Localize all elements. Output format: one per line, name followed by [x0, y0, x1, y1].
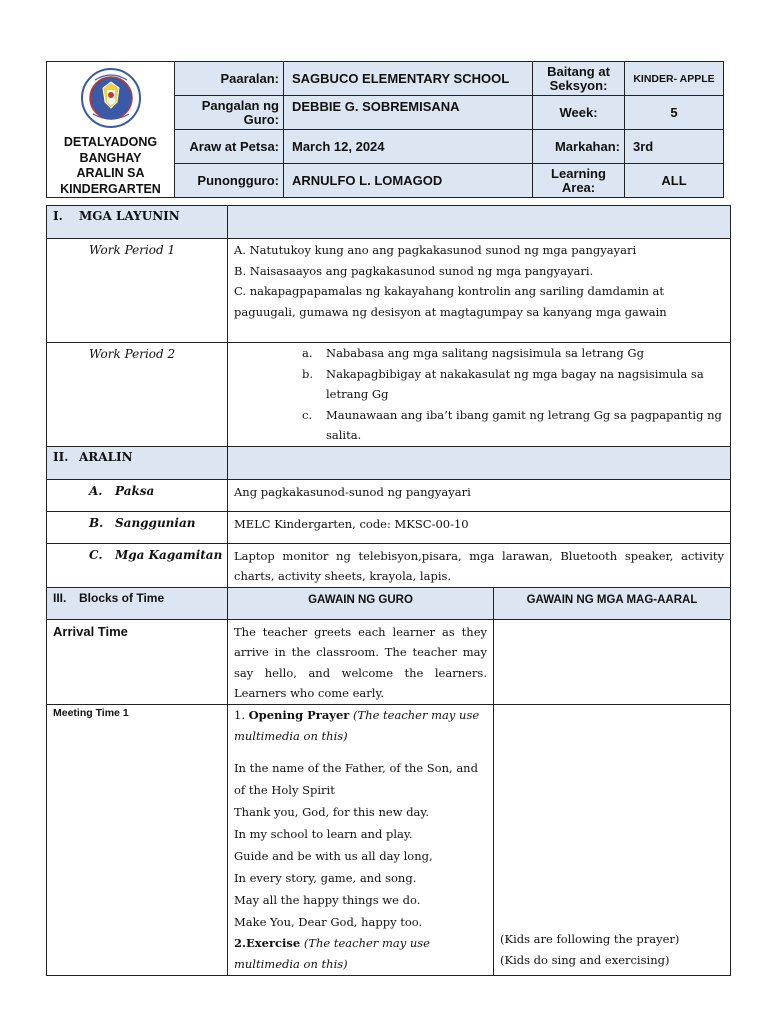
meeting-teacher-activity	[228, 704, 494, 975]
value-grade-section: KINDER- APPLE	[625, 62, 724, 96]
value-date: March 12, 2024	[284, 130, 533, 164]
column-header-teacher: GAWAIN NG GURO	[228, 587, 494, 619]
section-heading-fill	[228, 206, 731, 239]
title-line: KINDERGARTEN	[60, 181, 161, 196]
prayer-line: May all the happy things we do.	[234, 892, 421, 907]
lesson-row-label	[47, 479, 228, 511]
prayer-line: Thank you, God, for this new day.	[234, 804, 430, 819]
prayer-line: Guide and be with us all day long,	[234, 848, 433, 863]
work-period-2-label: Work Period 2	[47, 343, 228, 447]
row-label: Mga Kagamitan	[115, 547, 223, 562]
label-principal: Punongguro:	[175, 164, 284, 198]
value-teacher-name: DEBBIE G. SOBREMISANA	[284, 96, 533, 130]
list-marker: a.	[302, 346, 313, 360]
objective-item	[302, 343, 724, 364]
title-line: BANGHAY	[79, 150, 142, 165]
lesson-topic: Ang pagkakasunod-sunod ng pangyayari	[228, 479, 731, 511]
lesson-materials: Laptop monitor ng telebisyon,pisara, mga larawan, Bluetooth speaker, activity charts, activity sheets, krayola, lapis.	[228, 543, 731, 587]
column-header-students: GAWAIN NG MGA MAG-AARAL	[494, 587, 731, 619]
exercise-note: (The teacher may use multimedia on this)	[234, 935, 430, 971]
value-learning-area: ALL	[625, 164, 724, 198]
prayer-line: In every story, game, and song.	[234, 870, 417, 885]
lesson-row-label	[47, 543, 228, 587]
prayer-number: 1.	[234, 707, 245, 722]
section-number: I.	[53, 209, 63, 223]
lesson-plan-table	[46, 205, 731, 976]
section-number: II.	[53, 449, 69, 464]
work-period-1-objectives	[228, 239, 731, 343]
value-week: 5	[625, 96, 724, 130]
row-key: B.	[89, 515, 104, 530]
row-label: Sanggunian	[115, 515, 196, 530]
section-title: Blocks of Time	[79, 590, 165, 605]
section-heading-fill	[228, 446, 731, 479]
prayer-note: (The teacher may use multimedia on this)	[234, 707, 480, 743]
list-marker: c.	[302, 407, 313, 422]
meeting-student-activity	[494, 704, 731, 975]
objective-line: A. Natutukoy kung ano ang pagkakasunod sunod ng mga pangyayari	[234, 243, 637, 257]
header-table	[46, 61, 724, 198]
section-title: ARALIN	[79, 449, 133, 464]
student-activity-line: (Kids are following the prayer)	[500, 931, 680, 946]
work-period-1-label: Work Period 1	[47, 239, 228, 343]
title-line: ARALIN SA	[76, 166, 145, 180]
exercise-title: 2.Exercise	[234, 935, 301, 950]
list-marker: b.	[302, 366, 314, 381]
objective-line: C. nakapagpapamalas ng kakayahang kontrolin ang sariling damdamin at paguugali, gumawa ng desisyon at magtagumpay sa kanyang mga gawain	[234, 284, 667, 319]
section-number: III.	[53, 590, 67, 605]
arrival-student-activity	[494, 619, 731, 704]
objective-text: Nababasa ang mga salitang nagsisimula sa letrang Gg	[326, 346, 644, 360]
objective-item	[302, 364, 724, 405]
objective-item	[302, 405, 724, 446]
value-school-name: SAGBUCO ELEMENTARY SCHOOL	[284, 62, 533, 96]
value-principal: ARNULFO L. LOMAGOD	[284, 164, 533, 198]
value-quarter: 3rd	[625, 130, 724, 164]
label-date: Araw at Petsa:	[175, 130, 284, 164]
row-label: Paksa	[115, 483, 155, 498]
arrival-time-label: Arrival Time	[47, 619, 228, 704]
label-grade-section: Baitang at Seksyon:	[533, 62, 625, 96]
label-week: Week:	[533, 96, 625, 130]
row-key: A.	[89, 483, 103, 498]
row-key: C.	[89, 547, 103, 562]
section-heading-blocks	[47, 587, 228, 619]
objective-text: Maunawaan ang iba’t ibang gamit ng letrang Gg sa pagpapantig ng salita.	[326, 407, 722, 442]
work-period-2-objectives	[228, 343, 731, 447]
label-teacher: Pangalan ng Guro:	[175, 96, 284, 130]
section-title: MGA LAYUNIN	[79, 209, 180, 223]
lesson-row-label	[47, 511, 228, 543]
section-heading-lesson	[47, 446, 228, 479]
title-line: DETALYADONG	[63, 135, 158, 149]
deped-seal-logo	[81, 68, 141, 128]
objective-text: Nakapagbibigay at nakakasulat ng mga bagay na nagsisimula sa letrang Gg	[326, 366, 704, 401]
arrival-teacher-activity: The teacher greets each learner as they arrive in the classroom. The teacher may say hello, and welcome the learners. Learners who come early.	[228, 619, 494, 704]
objective-line: B. Naisasaayos ang pagkakasunod sunod ng mga pangyayari.	[234, 263, 594, 278]
student-activity-line: (Kids do sing and exercising)	[500, 952, 670, 967]
section-heading-objectives	[47, 206, 228, 239]
lesson-reference: MELC Kindergarten, code: MKSC-00-10	[228, 511, 731, 543]
meeting-time-label: Meeting Time 1	[47, 704, 228, 975]
prayer-line: In the name of the Father, of the Son, and of the Holy Spirit	[234, 760, 478, 797]
school-title-cell	[47, 62, 175, 198]
prayer-line: In my school to learn and play.	[234, 826, 413, 841]
label-learning-area: Learning Area:	[533, 164, 625, 198]
label-paaralan: Paaralan:	[175, 62, 284, 96]
prayer-title: Opening Prayer	[248, 707, 350, 722]
prayer-line: Make You, Dear God, happy too.	[234, 914, 423, 929]
label-quarter: Markahan:	[533, 130, 625, 164]
